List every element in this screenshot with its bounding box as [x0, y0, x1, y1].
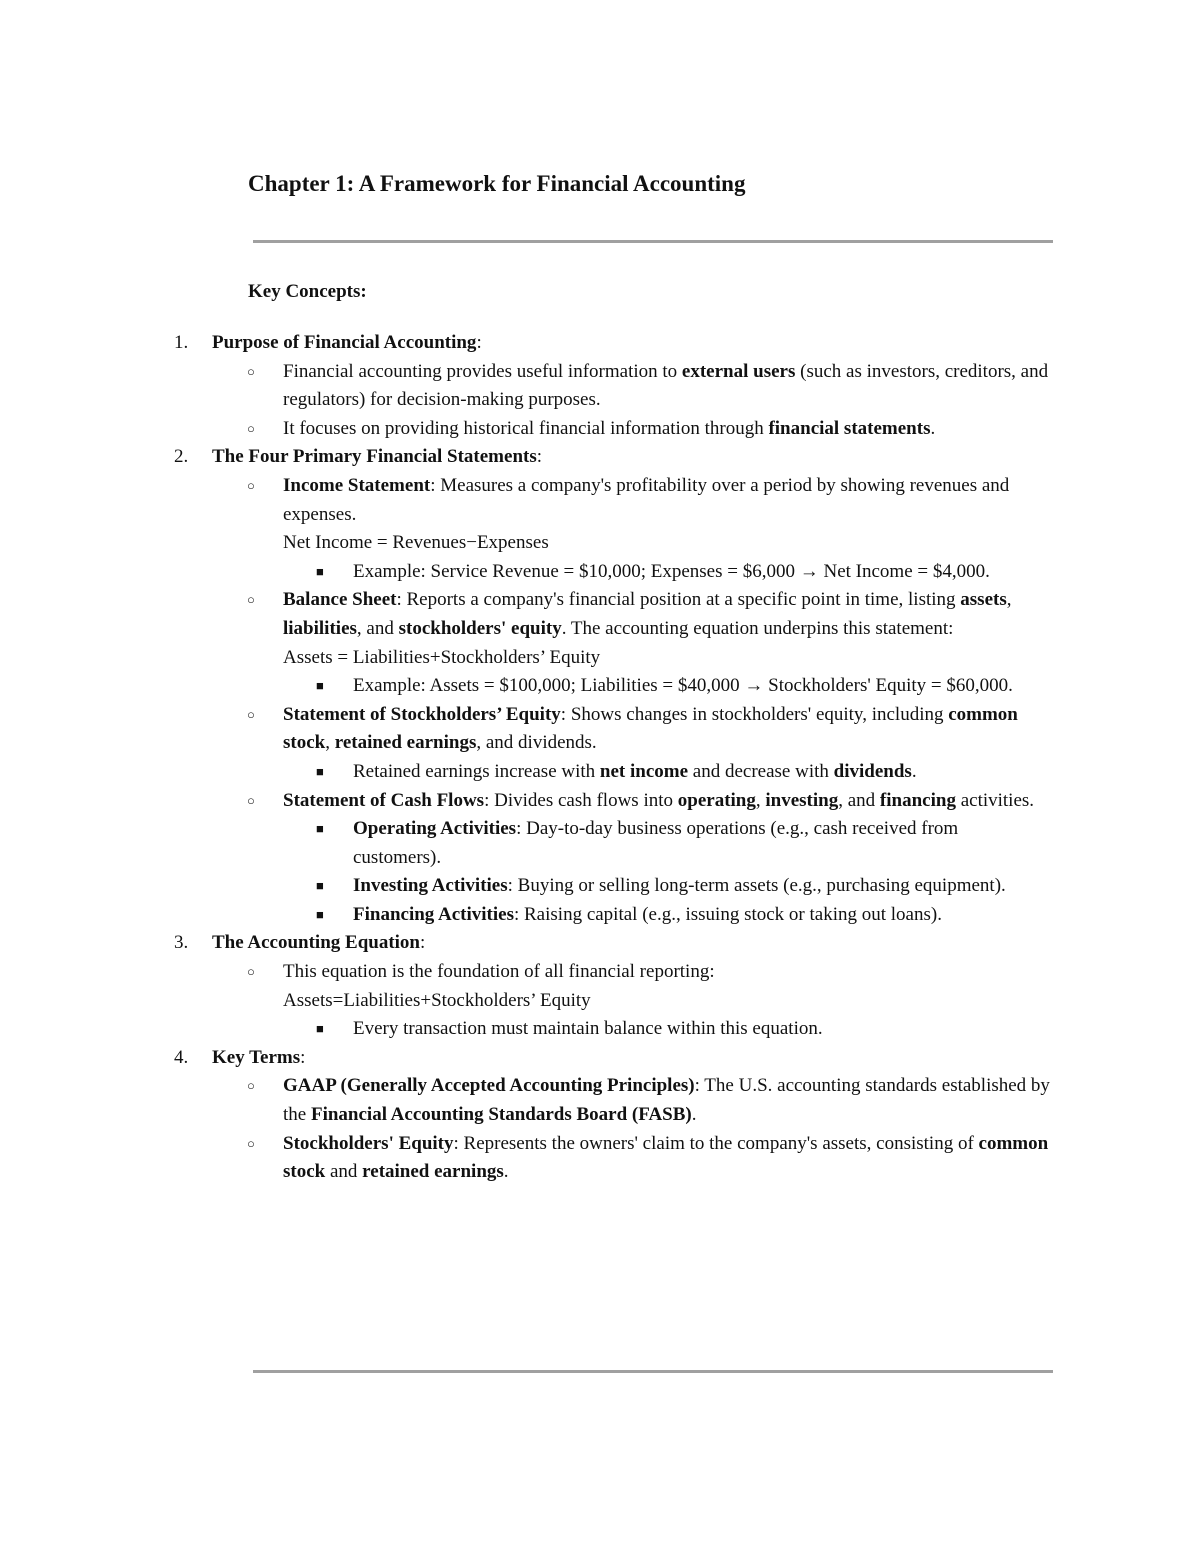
item-text: : Divides cash flows into — [484, 789, 678, 811]
item-bold-text: dividends — [833, 760, 912, 782]
item-text: This equation is the foundation of all financial reporting: — [283, 961, 715, 983]
item-text: : Represents the owners' claim to the company's assets, consisting of — [453, 1132, 979, 1154]
list-item-stockholders-equity — [0, 1130, 1200, 1187]
section-heading: Key Terms — [212, 1046, 301, 1068]
circle-bullet-icon: ○ — [247, 1078, 255, 1094]
item-text: and decrease with — [688, 760, 834, 782]
circle-bullet-icon: ○ — [247, 964, 255, 980]
item-text: , and dividends. — [476, 732, 597, 754]
item-bold-text: Stockholders' Equity — [283, 1132, 454, 1154]
item-bold-text: financing — [879, 789, 956, 811]
section-key-terms — [0, 1044, 1200, 1073]
top-divider — [253, 240, 1053, 243]
key-concepts-heading: Key Concepts: — [248, 281, 367, 302]
item-text: . — [691, 1104, 697, 1126]
section-heading: Purpose of Financial Accounting — [212, 332, 477, 353]
list-item — [0, 415, 1200, 444]
equation: Assets = Liabilities+Stockholders’ Equity — [283, 646, 601, 668]
heading-colon: : — [300, 1046, 306, 1068]
sub-list-item — [0, 758, 1200, 787]
item-text: Every transaction must maintain balance within this equation. — [353, 1018, 823, 1040]
item-bold-text: Financing Activities — [353, 903, 514, 925]
item-bold-text: common stock — [283, 703, 1018, 754]
item-text: , and — [838, 789, 880, 811]
item-text: : Shows changes in stockholders' equity, including — [560, 703, 949, 725]
list-item — [0, 958, 1200, 1015]
item-bold-text: Income Statement — [283, 474, 431, 496]
circle-bullet-icon: ○ — [247, 706, 255, 722]
heading-colon: : — [536, 446, 543, 468]
item-text: (such as investors, creditors, and regulators) for decision-making purposes. — [283, 360, 1049, 411]
circle-bullet-icon: ○ — [247, 477, 255, 493]
circle-bullet-icon: ○ — [247, 420, 255, 436]
item-bold-text: net income — [599, 760, 689, 782]
item-bold-text: Balance Sheet — [283, 589, 397, 611]
item-text: : Reports a company's financial position at a specific point in time, listing — [396, 589, 961, 611]
square-bullet-icon: ■ — [316, 763, 324, 779]
square-bullet-icon: ■ — [316, 678, 324, 694]
sub-list-item — [0, 901, 1200, 930]
item-text: Financial accounting provides useful information to — [283, 360, 682, 382]
item-bold-text: assets — [960, 589, 1007, 611]
section-financial-statements — [0, 443, 1200, 472]
heading-colon: : — [420, 932, 426, 954]
item-bold-text: Financial Accounting Standards Board (FASB) — [310, 1104, 692, 1126]
item-bold-text: liabilities — [283, 617, 357, 639]
item-text: and — [325, 1161, 363, 1183]
sub-list-item — [0, 815, 1200, 872]
list-item-gaap — [0, 1072, 1200, 1129]
section-accounting-equation — [0, 929, 1200, 958]
square-bullet-icon: ■ — [316, 563, 324, 579]
section-number: 3. — [174, 932, 189, 954]
equation: Assets=Liabilities+Stockholders’ Equity — [283, 989, 591, 1011]
section-number: 4. — [174, 1046, 189, 1068]
square-bullet-icon: ■ — [316, 1021, 324, 1037]
item-text: : The U.S. accounting standards established by the — [283, 1075, 1050, 1126]
item-text: . — [911, 760, 917, 782]
item-text: , — [755, 789, 766, 811]
item-bold-text: retained earnings — [362, 1161, 504, 1183]
sub-list-item — [0, 558, 1200, 587]
circle-bullet-icon: ○ — [247, 363, 255, 379]
item-bold-text: financial statements — [768, 417, 931, 439]
bottom-divider — [253, 1370, 1053, 1373]
sub-list-item — [0, 672, 1200, 701]
equation: Net Income = Revenues−Expenses — [283, 532, 549, 554]
list-item-cash-flows — [0, 787, 1200, 816]
item-text: Retained earnings increase with — [353, 760, 600, 782]
item-bold-text: GAAP (Generally Accepted Accounting Principles) — [283, 1075, 695, 1097]
section-purpose — [0, 329, 1200, 358]
item-text: : Measures a company's profitability over a period by showing revenues and expenses. — [283, 474, 1010, 525]
item-bold-text: Statement of Stockholders’ Equity — [283, 703, 561, 725]
item-bold-text: common stock — [283, 1132, 1049, 1183]
item-text: . — [503, 1161, 509, 1183]
square-bullet-icon: ■ — [316, 878, 324, 894]
sub-list-item — [0, 872, 1200, 901]
circle-bullet-icon: ○ — [247, 792, 255, 808]
item-text: , — [325, 732, 335, 754]
outline — [0, 329, 1200, 1187]
square-bullet-icon: ■ — [316, 906, 324, 922]
item-text: Example: Service Revenue = $10,000; Expenses = $6,000 → Net Income = $4,000. — [353, 560, 990, 582]
item-text: , and — [356, 617, 399, 639]
item-bold-text: operating — [677, 789, 756, 811]
circle-bullet-icon: ○ — [247, 592, 255, 608]
item-bold-text: Statement of Cash Flows — [283, 789, 485, 811]
section-number: 2. — [174, 446, 189, 468]
item-text: Example: Assets = $100,000; Liabilities = $40,000 → Stockholders' Equity = $60,000. — [353, 675, 1013, 697]
sub-list-item — [0, 1015, 1200, 1044]
section-number: 1. — [174, 332, 189, 353]
section-heading: The Accounting Equation — [212, 932, 420, 954]
list-item — [0, 358, 1200, 415]
item-text: . — [930, 417, 936, 439]
item-text: activities. — [955, 789, 1035, 811]
item-bold-text: Operating Activities — [353, 818, 517, 840]
item-bold-text: investing — [765, 789, 839, 811]
item-bold-text: Investing Activities — [353, 875, 508, 897]
item-text: : Raising capital (e.g., issuing stock or taking out loans). — [513, 903, 942, 925]
list-item-income-statement — [0, 472, 1200, 558]
item-text: . The accounting equation underpins this statement: — [561, 617, 954, 639]
item-bold-text: retained earnings — [334, 732, 477, 754]
section-heading: The Four Primary Financial Statements — [212, 446, 537, 468]
item-bold-text: external users — [681, 360, 796, 382]
page-title: Chapter 1: A Framework for Financial Accounting — [248, 171, 746, 196]
list-item-balance-sheet — [0, 586, 1200, 672]
item-text: : Day-to-day business operations (e.g., cash received from customers). — [353, 818, 959, 868]
item-text: : Buying or selling long-term assets (e.g., purchasing equipment). — [507, 875, 1006, 897]
list-item-stockholders-equity-statement — [0, 701, 1200, 758]
item-text: , — [1006, 589, 1012, 611]
square-bullet-icon: ■ — [316, 821, 324, 837]
item-bold-text: stockholders' equity — [398, 617, 562, 639]
item-text: It focuses on providing historical financial information through — [283, 417, 769, 439]
heading-colon: : — [476, 332, 482, 353]
circle-bullet-icon: ○ — [247, 1135, 255, 1151]
